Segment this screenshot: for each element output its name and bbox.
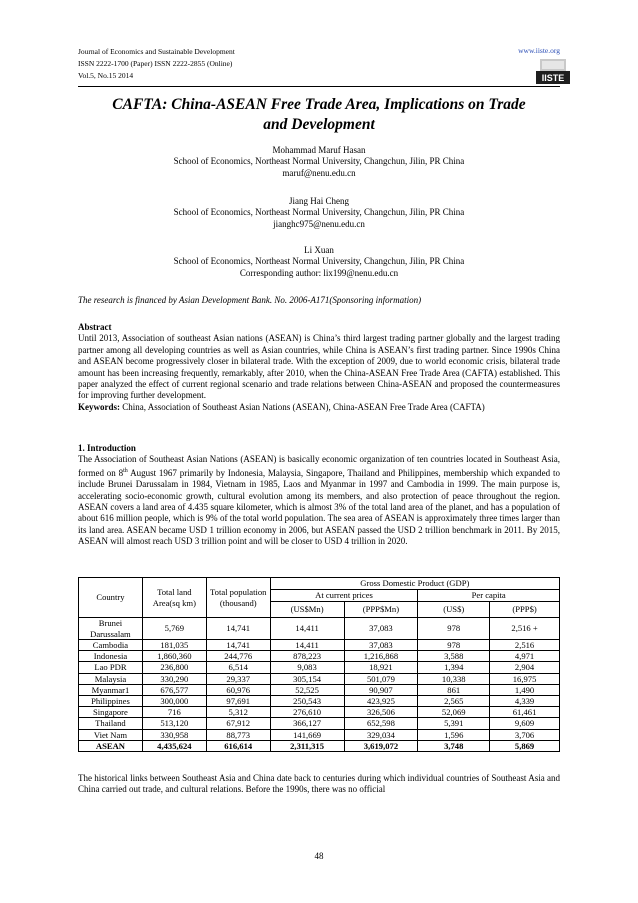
cell-land: 330,958 [142, 729, 206, 740]
keywords-label: Keywords: [78, 401, 120, 412]
cell-land: 676,577 [142, 684, 206, 695]
cell-usd: 3,748 [418, 740, 490, 751]
cell-usd: 978 [418, 618, 490, 640]
author-affiliation: School of Economics, Northeast Normal University, Changchun, Jilin, PR China [173, 207, 465, 218]
col-header-country: Country [79, 578, 143, 618]
cell-usd: 52,069 [418, 707, 490, 718]
cell-land: 5,769 [142, 618, 206, 640]
cell-usd-mn: 9,083 [270, 662, 344, 673]
author-3 [78, 245, 560, 279]
cell-usd: 10,338 [418, 673, 490, 684]
cell-usd: 1,596 [418, 729, 490, 740]
cell-ppp: 3,706 [490, 729, 560, 740]
author-email: maruf@nenu.edu.cn [282, 167, 356, 178]
col-header-ppp: (PPP$) [490, 602, 560, 618]
title-line-2: and Development [263, 116, 375, 133]
table-row [79, 640, 560, 651]
cell-land: 330,290 [142, 673, 206, 684]
cell-ppp: 61,461 [490, 707, 560, 718]
abstract-body: Until 2013, Association of southeast Asian nations (ASEAN) is China’s third largest trading partner globally and the largest trading partner among all developing countries as well as Asian countries, while China is ASEAN’s first trading partner. Since 1990s China and ASEAN become progressively closer in bilateral trade. With the exception of 2009, due to world economic crisis, bilateral trade amount has been increasing frequently, remarkably, after 2010, when the China-ASEAN Free Trade Area (CAFTA) established. This paper analyzed the effect of current regional scenario and trade relations between China-ASEAN and proposed the countermeasures for improving further development. [78, 333, 560, 401]
asean-statistics-table [78, 577, 560, 752]
cell-country: Philippines [79, 696, 143, 707]
introduction-heading: 1. Introduction [78, 443, 136, 453]
cell-country: Malaysia [79, 673, 143, 684]
introduction-section [78, 443, 560, 548]
cell-land: 236,800 [142, 662, 206, 673]
cell-population: 88,773 [206, 729, 270, 740]
col-header-per-capita: Per capita [418, 590, 560, 602]
table-row [79, 707, 560, 718]
table-total-row [79, 740, 560, 751]
cell-population: 14,741 [206, 618, 270, 640]
col-header-land-area: Total land Area(sq km) [142, 578, 206, 618]
table-row [79, 662, 560, 673]
abstract-heading: Abstract [78, 322, 112, 332]
cell-country: Myanmar1 [79, 684, 143, 695]
cell-usd-mn: 366,127 [270, 718, 344, 729]
cell-usd-mn: 250,543 [270, 696, 344, 707]
col-header-ppp-mn: (PPP$Mn) [344, 602, 418, 618]
cell-usd: 1,394 [418, 662, 490, 673]
journal-issn: ISSN 2222-1700 (Paper) ISSN 2222-2855 (Online) [78, 59, 233, 68]
cell-usd-mn: 52,525 [270, 684, 344, 695]
cell-country: Brunei Darussalam [79, 618, 143, 640]
cell-usd: 5,391 [418, 718, 490, 729]
cell-ppp-mn: 37,083 [344, 640, 418, 651]
author-name: Mohammad Maruf Hasan [272, 145, 366, 155]
author-name: Jiang Hai Cheng [289, 196, 349, 206]
cell-ppp-mn: 90,907 [344, 684, 418, 695]
journal-website-link[interactable]: www.iiste.org [518, 46, 560, 55]
intro-text-a: The Association of Southeast Asian Nations (ASEAN) is basically economic organization of ten countries located in Southeast Asia, formed on 8 [78, 454, 560, 478]
keywords-text: China, Association of Southeast Asian Nations (ASEAN), China-ASEAN Free Trade Area (CAFTA) [120, 401, 485, 412]
cell-usd-mn: 276,610 [270, 707, 344, 718]
cell-ppp-mn: 501,079 [344, 673, 418, 684]
cell-country: Lao PDR [79, 662, 143, 673]
closing-paragraph: The historical links between Southeast Asia and China date back to centuries during which individual countries of Southeast Asia and China carried out trade, and cultural relations. Before the 1990s, there was no official [78, 773, 560, 795]
col-header-usd-mn: (US$Mn) [270, 602, 344, 618]
introduction-body [78, 454, 560, 547]
cell-usd-mn: 141,669 [270, 729, 344, 740]
cell-population: 67,912 [206, 718, 270, 729]
cell-ppp-mn: 326,506 [344, 707, 418, 718]
logo-text: IISTE [541, 73, 565, 83]
header-rule [78, 86, 560, 87]
author-1 [78, 145, 560, 179]
cell-land: 300,000 [142, 696, 206, 707]
cell-ppp: 16,975 [490, 673, 560, 684]
cell-population: 60,976 [206, 684, 270, 695]
cell-population: 616,614 [206, 740, 270, 751]
cell-land: 4,435,624 [142, 740, 206, 751]
author-name: Li Xuan [304, 245, 334, 255]
cell-ppp-mn: 1,216,868 [344, 651, 418, 662]
intro-superscript: th [123, 467, 128, 474]
cell-ppp-mn: 18,921 [344, 662, 418, 673]
cell-usd: 3,588 [418, 651, 490, 662]
cell-ppp: 4,971 [490, 651, 560, 662]
table-row [79, 651, 560, 662]
author-email: jianghc975@nenu.edu.cn [273, 218, 365, 229]
col-header-current-prices: At current prices [270, 590, 418, 602]
cell-population: 6,514 [206, 662, 270, 673]
abstract-section [78, 322, 560, 413]
table-row [79, 684, 560, 695]
cell-ppp: 9,609 [490, 718, 560, 729]
cell-country: Indonesia [79, 651, 143, 662]
cell-ppp: 4,339 [490, 696, 560, 707]
cell-ppp: 5,869 [490, 740, 560, 751]
table-row [79, 696, 560, 707]
cell-country: Cambodia [79, 640, 143, 651]
cell-population: 97,691 [206, 696, 270, 707]
keywords [78, 402, 560, 413]
cell-usd-mn: 14,411 [270, 640, 344, 651]
cell-land: 1,860,360 [142, 651, 206, 662]
cell-usd: 861 [418, 684, 490, 695]
table-row [79, 729, 560, 740]
cell-ppp-mn: 37,083 [344, 618, 418, 640]
cell-usd-mn: 878,223 [270, 651, 344, 662]
funding-note: The research is financed by Asian Development Bank. No. 2006-A171(Sponsoring information) [78, 295, 422, 305]
journal-name: Journal of Economics and Sustainable Development [78, 47, 235, 56]
author-affiliation: School of Economics, Northeast Normal University, Changchun, Jilin, PR China [173, 156, 465, 167]
cell-country: Viet Nam [79, 729, 143, 740]
cell-population: 244,776 [206, 651, 270, 662]
col-header-usd: (US$) [418, 602, 490, 618]
table-row [79, 673, 560, 684]
intro-text-b: August 1967 primarily by Indonesia, Malaysia, Singapore, Thailand and Philippines, membership which expanded to include Brunei Darussalam in 1984, Vietnam in 1985, Laos and Myanmar in 1997 and Cambodia in 1999. The main purpose is, accelerating socio-economic growth, cultural evolution among its members, and also protection of peace throughout the region. ASEAN covers a land area of 4.435 square kilometer, which is almost 3% of the total land area of the planet, and has a population of about 616 million people, which is 9% of the total world population. The sea area of ASEAN is approximately three times larger than its land area. ASEAN became USD 1 trillion economy in 2006, but ASEAN passed the USD 2 trillion benchmark in 2011. By 2015, ASEAN will almost reach USD 3 trillion point and will be closer to USD 4 trillion in 2020. [78, 467, 560, 547]
journal-header [78, 46, 235, 82]
journal-volume: Vol.5, No.15 2014 [78, 71, 134, 80]
table-row [79, 618, 560, 640]
paper-title [78, 95, 560, 135]
col-header-population: Total population (thousand) [206, 578, 270, 618]
author-affiliation: School of Economics, Northeast Normal University, Changchun, Jilin, PR China [173, 256, 465, 267]
cell-ppp-mn: 329,034 [344, 729, 418, 740]
cell-population: 14,741 [206, 640, 270, 651]
cell-ppp: 2,516 + [490, 618, 560, 640]
page-number: 48 [314, 851, 324, 861]
cell-ppp: 2,516 [490, 640, 560, 651]
cell-land: 181,035 [142, 640, 206, 651]
cell-usd-mn: 305,154 [270, 673, 344, 684]
cell-country: Thailand [79, 718, 143, 729]
cell-ppp: 2,904 [490, 662, 560, 673]
cell-country: Singapore [79, 707, 143, 718]
cell-usd-mn: 14,411 [270, 618, 344, 640]
author-email: Corresponding author: lix199@nenu.edu.cn [239, 267, 399, 278]
cell-ppp-mn: 652,598 [344, 718, 418, 729]
cell-ppp-mn: 3,619,072 [344, 740, 418, 751]
iiste-logo [534, 59, 572, 85]
cell-population: 29,337 [206, 673, 270, 684]
cell-ppp: 1,490 [490, 684, 560, 695]
cell-usd: 978 [418, 640, 490, 651]
cell-usd-mn: 2,311,315 [270, 740, 344, 751]
cell-country: ASEAN [79, 740, 143, 751]
title-line-1: CAFTA: China-ASEAN Free Trade Area, Implications on Trade [112, 96, 526, 113]
cell-ppp-mn: 423,925 [344, 696, 418, 707]
table-row [79, 718, 560, 729]
cell-land: 513,120 [142, 718, 206, 729]
cell-usd: 2,565 [418, 696, 490, 707]
col-header-gdp: Gross Domestic Product (GDP) [270, 578, 559, 590]
cell-population: 5,312 [206, 707, 270, 718]
author-2 [78, 196, 560, 230]
cell-land: 716 [142, 707, 206, 718]
